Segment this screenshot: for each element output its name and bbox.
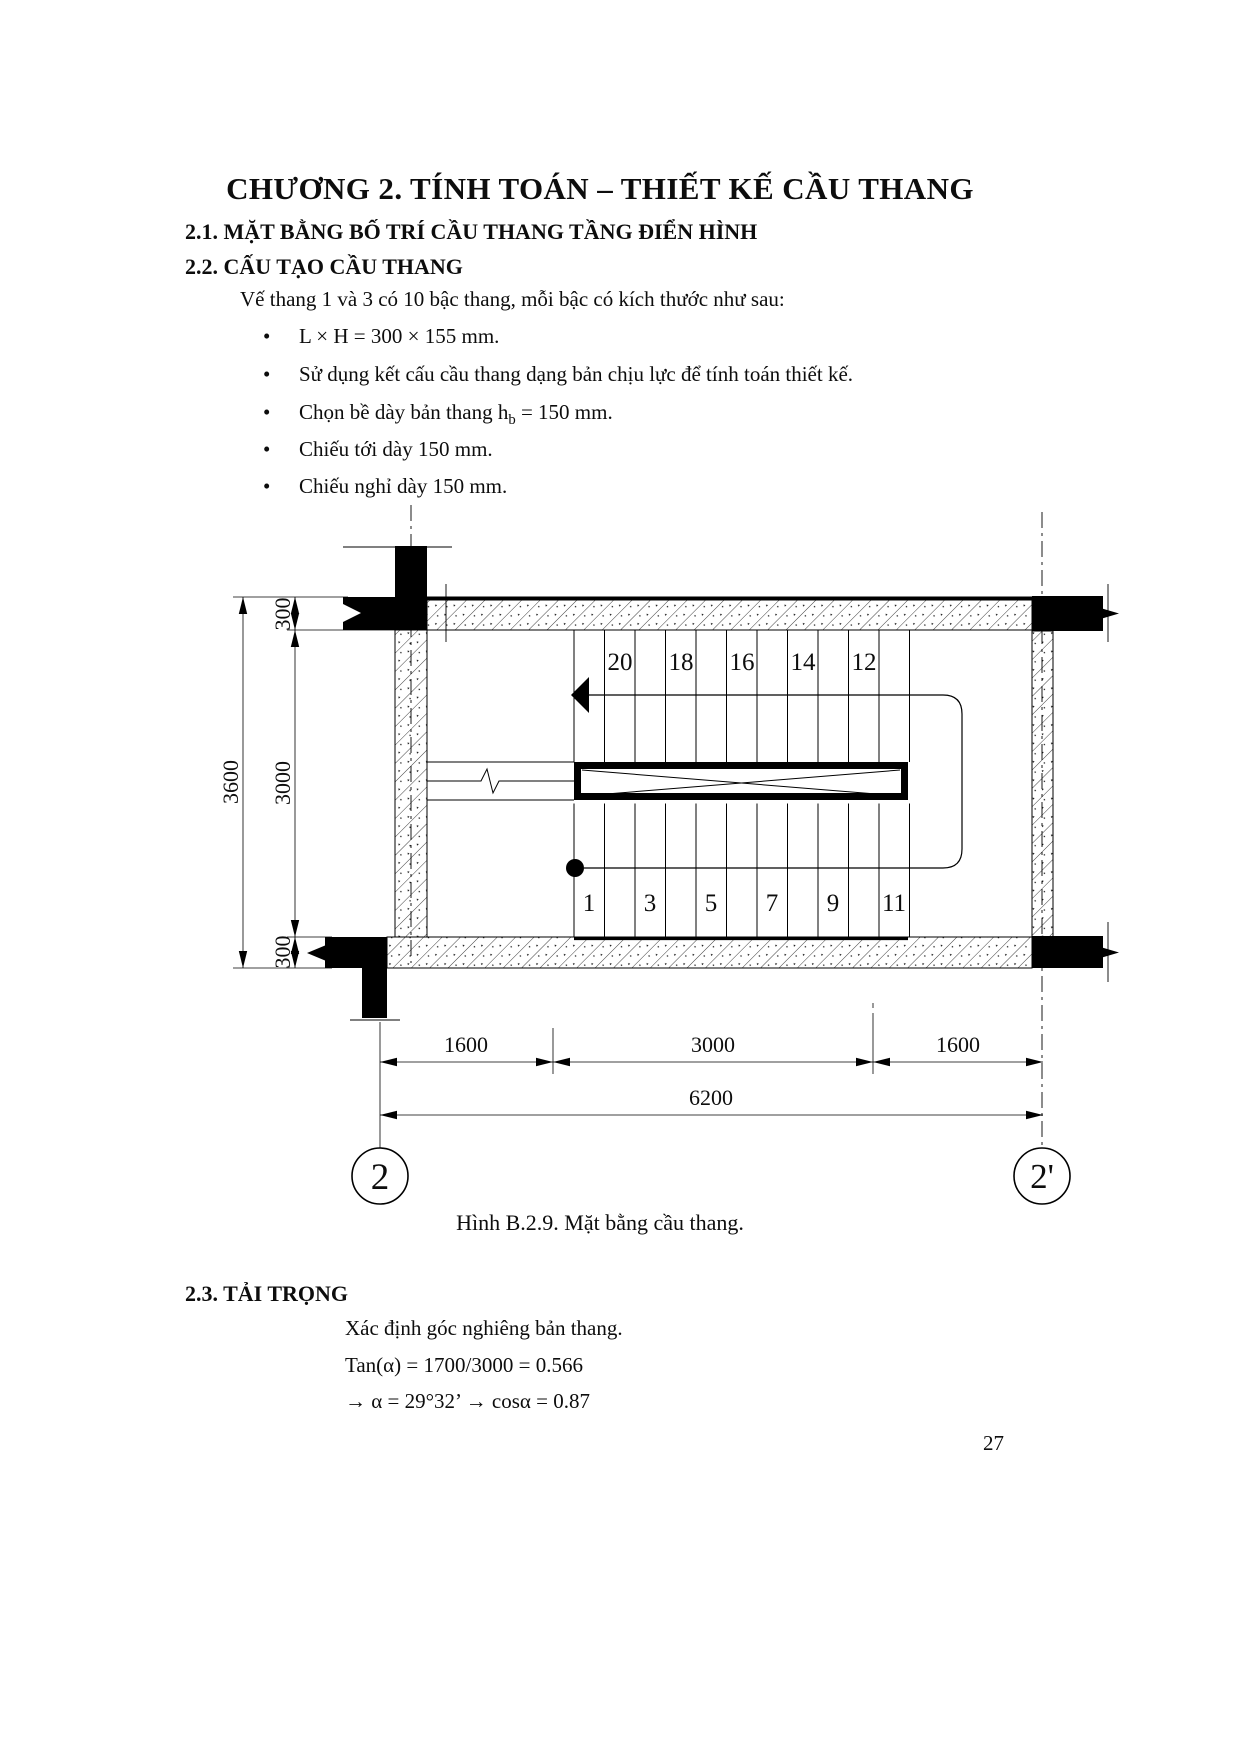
grid-bubbles xyxy=(352,1148,1070,1204)
dim-label-300-bottom: 300 xyxy=(270,935,295,969)
column-bottom-right xyxy=(1032,936,1103,968)
bullet-item xyxy=(263,362,853,391)
tread-number: 16 xyxy=(729,649,755,676)
walk-start-dot xyxy=(566,859,584,877)
tread-number: 20 xyxy=(607,649,633,676)
bullet-text: Chiếu tới dày 150 mm. xyxy=(299,437,493,461)
column-bottom-left xyxy=(325,937,387,968)
tread-number: 7 xyxy=(765,890,779,917)
stair-plan-figure xyxy=(195,455,1135,1215)
stair-rail xyxy=(578,766,905,797)
loads-line-1: Xác định góc nghiêng bản thang. xyxy=(345,1316,623,1340)
dim-label-1600-right: 1600 xyxy=(936,1032,980,1057)
tread-number: 14 xyxy=(790,649,816,676)
tread-number: 3 xyxy=(643,890,657,917)
bullet-text: Chọn bề dày bản thang $h_b = 150$ mm. xyxy=(299,400,613,429)
landing-lines xyxy=(427,762,574,800)
dimensions xyxy=(233,597,1043,1148)
section-heading-2-1: 2.1. MẶT BẰNG BỐ TRÍ CẦU THANG TẦNG ĐIỂN HÌNH xyxy=(185,219,758,244)
tread-number: 9 xyxy=(826,890,840,917)
bullet-marker: • xyxy=(263,362,271,386)
dim-label-300-top: 300 xyxy=(270,597,295,631)
section-heading-2-2: 2.2. CẤU TẠO CẦU THANG xyxy=(185,254,463,279)
bullet-text: L × H = 300 × 155 mm. xyxy=(299,324,500,348)
bullet-item xyxy=(263,324,499,353)
dim-label-1600-left: 1600 xyxy=(444,1032,488,1057)
bullet-marker: • xyxy=(263,400,271,424)
loads-line-2: Tan(α) = 1700/3000 = 0.566 xyxy=(345,1353,583,1377)
tread-number: 18 xyxy=(668,649,694,676)
bullet-marker: • xyxy=(263,324,271,348)
grid-bubble-label-2: 2 xyxy=(370,1157,390,1198)
loads-line-3: → α = 29°32’ → cosα = 0.87 xyxy=(345,1389,591,1413)
bullet-marker: • xyxy=(263,437,271,461)
tread-number: 1 xyxy=(582,890,596,917)
grid-bubble-label-2prime: 2' xyxy=(1030,1157,1054,1196)
chapter-title: CHƯƠNG 2. TÍNH TOÁN – THIẾT KẾ CẦU THANG xyxy=(226,171,974,206)
page-number: 27 xyxy=(983,1431,1004,1455)
dim-label-3000-h: 3000 xyxy=(691,1032,735,1057)
figure-caption: Hình B.2.9. Mặt bằng cầu thang. xyxy=(456,1210,744,1235)
dim-label-3000-v: 3000 xyxy=(270,761,295,805)
section-heading-2-3: 2.3. TẢI TRỌNG xyxy=(185,1281,349,1306)
dim-label-3600: 3600 xyxy=(218,760,243,804)
bullet-marker: • xyxy=(263,474,271,498)
tread-number: 11 xyxy=(881,890,907,917)
bullet-item xyxy=(263,400,613,429)
dimension-arrows xyxy=(239,597,1043,1119)
intro-paragraph: Vế thang 1 và 3 có 10 bậc thang, mỗi bậc có kích thước như sau: xyxy=(240,287,785,311)
tread-number: 12 xyxy=(851,649,877,676)
column-bottom-left xyxy=(362,968,387,1018)
dim-label-6200: 6200 xyxy=(689,1085,733,1110)
tread-number: 5 xyxy=(704,890,718,917)
break-mark xyxy=(307,943,331,963)
column-top-right xyxy=(1032,596,1103,631)
bullet-text: Sử dụng kết cấu cầu thang dạng bản chịu lực để tính toán thiết kế. xyxy=(299,362,854,386)
bullet-text: Chiếu nghỉ dày 150 mm. xyxy=(299,474,508,498)
